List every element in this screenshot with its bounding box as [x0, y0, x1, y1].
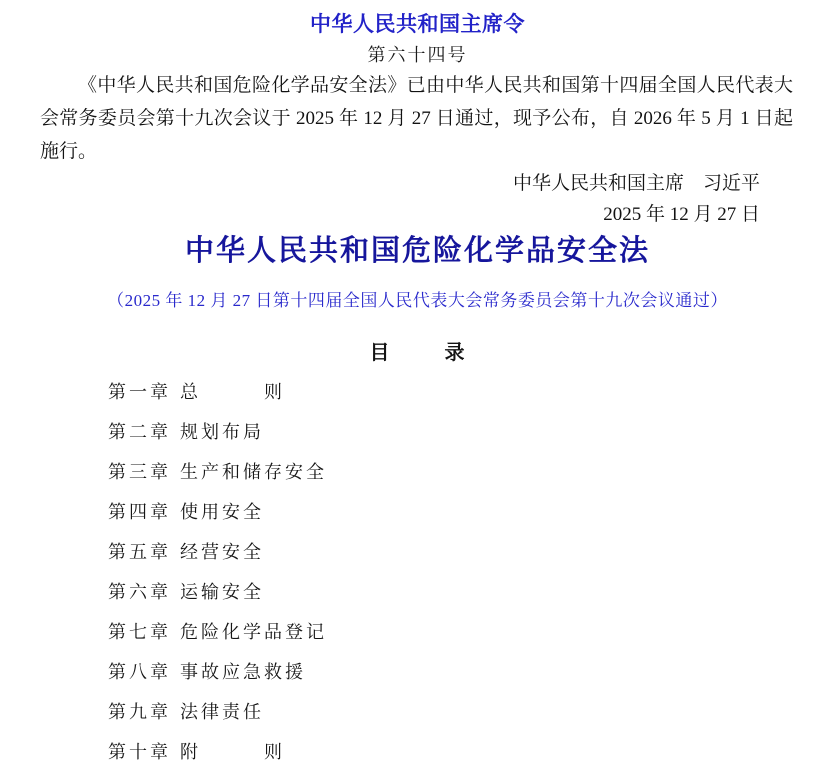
chapter-title: 规划布局 — [180, 422, 264, 442]
chapter-title: 使用安全 — [180, 502, 264, 522]
chapter-label: 第五章 — [108, 542, 171, 562]
chapter-label: 第一章 — [108, 382, 171, 402]
chapter-label: 第三章 — [108, 462, 171, 482]
chapter-title: 附 则 — [180, 742, 285, 762]
toc-item-chapter-9 — [108, 692, 835, 732]
chapter-label: 第九章 — [108, 702, 171, 722]
toc-item-chapter-2 — [108, 412, 835, 452]
passage-note: （2025 年 12 月 27 日第十四届全国人民代表大会常务委员会第十九次会议通过） — [107, 291, 728, 310]
chapter-label: 第四章 — [108, 502, 171, 522]
toc-item-chapter-3 — [108, 452, 835, 492]
toc-item-chapter-8 — [108, 652, 835, 692]
toc-item-chapter-10 — [108, 732, 835, 772]
toc-list — [108, 372, 835, 772]
toc-heading: 目 录 — [369, 342, 466, 364]
chapter-title: 危险化学品登记 — [180, 622, 327, 642]
chapter-label: 第二章 — [108, 422, 171, 442]
chapter-title: 经营安全 — [180, 542, 264, 562]
chapter-title: 法律责任 — [180, 702, 264, 722]
chapter-title: 运输安全 — [180, 582, 264, 602]
chapter-title: 事故应急救援 — [180, 662, 306, 682]
signature-block — [0, 168, 835, 230]
toc-item-chapter-4 — [108, 492, 835, 532]
chapter-label: 第八章 — [108, 662, 171, 682]
decree-section — [0, 12, 835, 230]
toc-item-chapter-7 — [108, 612, 835, 652]
chapter-label: 第七章 — [108, 622, 171, 642]
chapter-title: 总 则 — [180, 382, 285, 402]
chapter-title: 生产和储存安全 — [180, 462, 327, 482]
law-title: 中华人民共和国危险化学品安全法 — [184, 235, 650, 267]
decree-number: 第六十四号 — [367, 45, 468, 65]
table-of-contents — [0, 340, 835, 772]
chapter-label: 第十章 — [108, 742, 171, 762]
signer-name-line: 中华人民共和国主席 习近平 — [512, 173, 760, 194]
toc-item-chapter-1 — [108, 372, 835, 412]
signature-date-line: 2025 年 12 月 27 日 — [603, 204, 760, 225]
decree-title: 中华人民共和国主席令 — [310, 13, 525, 36]
law-title-section — [0, 232, 835, 312]
toc-item-chapter-6 — [108, 572, 835, 612]
chapter-label: 第六章 — [108, 582, 171, 602]
toc-item-chapter-5 — [108, 532, 835, 572]
decree-body-paragraph: 《中华人民共和国危险化学品安全法》已由中华人民共和国第十四届全国人民代表大会常务委员会第十九次会议于 2025 年 12 月 27 日通过，现予公布，自 2026 年 5 月 1 日起施行。 — [40, 75, 793, 162]
